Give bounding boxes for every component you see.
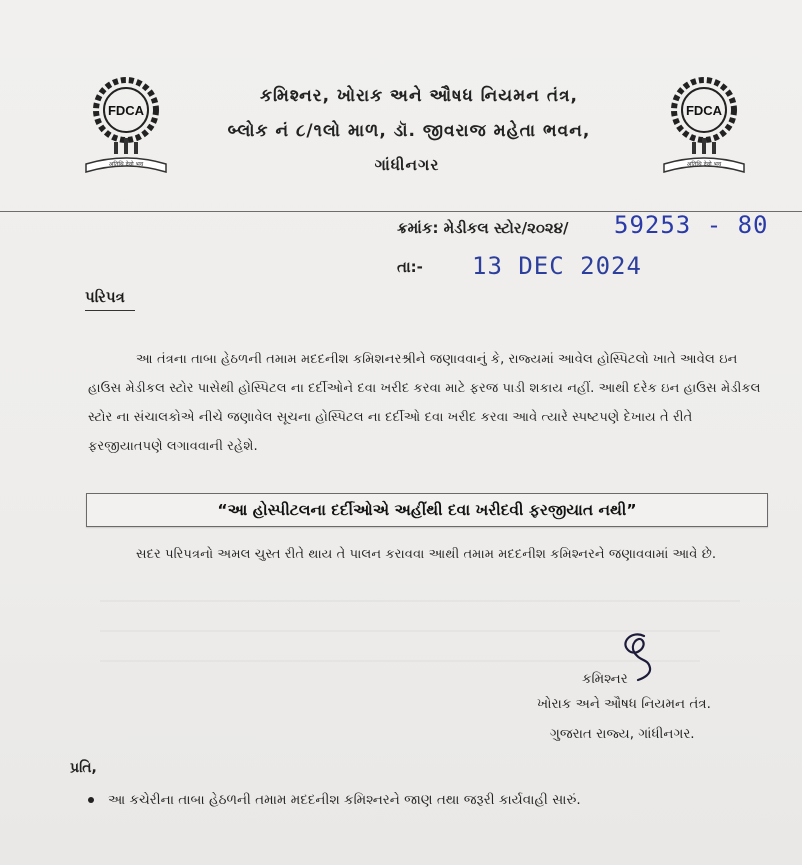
date-stamp: 13 DEC 2024 bbox=[472, 252, 642, 280]
date-label: તા:- bbox=[397, 258, 423, 276]
signatory-office: ખોરાક અને ઔષધ નિયમન તંત્ર. bbox=[537, 696, 711, 712]
recipient-item-text: આ કચેરીના તાબા હેઠળની તમામ મદદનીશ કમિશ્નરને જાણ તથા જરૂરી કાર્યવાહી સારું. bbox=[108, 792, 581, 808]
bullet-icon bbox=[88, 797, 94, 803]
fdca-emblem-label: FDCA bbox=[685, 103, 723, 118]
fdca-emblem-motto: अतिथि देवो भव bbox=[108, 161, 144, 168]
notice-box bbox=[86, 493, 768, 527]
header-line-2: બ્લોક નં ૮/૧લો માળ, ડૉ. જીવરાજ મહેતા ભવન, bbox=[227, 121, 591, 141]
bleed-through-line bbox=[100, 660, 700, 662]
signatory-location: ગુજરાત રાજ્ય, ગાંધીનગર. bbox=[550, 726, 695, 742]
header-line-1: કમિશ્નર, ખોરાક અને ઔષધ નિયમન તંત્ર, bbox=[259, 86, 579, 106]
signatory-designation: કમિશ્નર bbox=[582, 671, 628, 687]
notice-text: “આ હોસ્પીટલના દર્દીઓએ અહીંથી દવા ખરીદવી ફરજીયાત નથી” bbox=[217, 500, 637, 519]
reference-label: ક્રમાંક: મેડીકલ સ્ટોર/૨૦૨૪/ bbox=[397, 219, 569, 237]
document-title: પરિપત્ર bbox=[85, 288, 135, 311]
reference-number: 59253 - 80 bbox=[614, 211, 769, 239]
recipient-item bbox=[88, 792, 581, 808]
fdca-emblem-motto: अतिथि देवो भव bbox=[686, 161, 722, 168]
body-paragraph-1: આ તંત્રના તાબા હેઠળની તમામ મદદનીશ કમિશનરશ્રીને જણાવવાનું કે, રાજ્યમાં આવેલ હોસ્પિટલો ખાતે આવેલ ઇન હાઉસ મેડીકલ સ્ટોર પાસેથી હોસ્પિટલ ના દર્દીઓને દવા ખરીદ કરવા માટે ફરજ પાડી શકાય નહીં. આથી દરેક ઇન હાઉસ મેડીકલ સ્ટોર ના સંચાલકોએ નીચે જણાવેલ સૂચના હોસ્પિટલ ના દર્દીઓ દવા ખરીદ કરવા આવે ત્યારે સ્પષ્ટપણે દેખાય તે રીતે ફરજીયાતપણે લગાવવાની રહેશે. bbox=[88, 352, 761, 454]
fdca-emblem-label: FDCA bbox=[107, 103, 145, 118]
body-paragraph-2: સદર પરિપત્રનો અમલ ચુસ્ત રીતે થાય તે પાલન કરાવવા આથી તમામ મદદનીશ કમિશ્નરને જણાવવામાં આવે છે. bbox=[136, 547, 717, 562]
recipients-label: પ્રતિ, bbox=[70, 760, 97, 776]
header-line-3: ગાંધીનગર bbox=[374, 156, 440, 174]
bleed-through-line bbox=[100, 600, 740, 602]
